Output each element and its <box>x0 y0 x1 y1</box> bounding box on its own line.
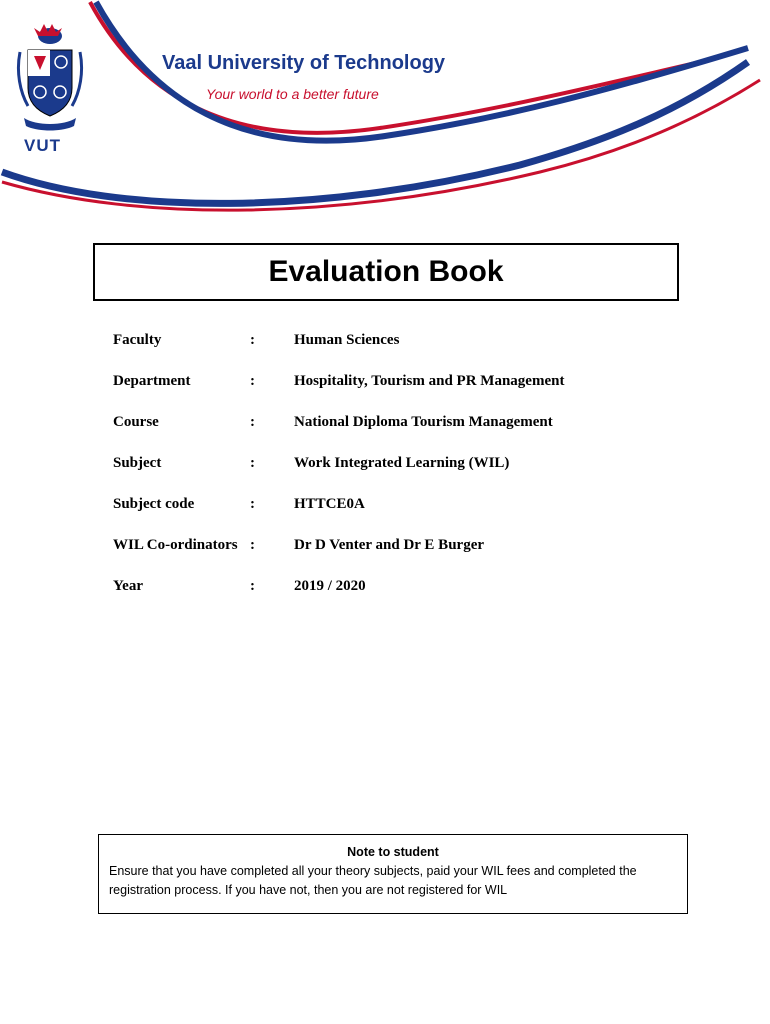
field-label: Faculty <box>113 332 162 348</box>
field-value: Dr D Venter and Dr E Burger <box>294 537 485 553</box>
field-value: HTTCE0A <box>294 496 365 512</box>
info-table <box>113 320 673 607</box>
field-label: Year <box>113 578 143 594</box>
field-separator: : <box>250 332 255 348</box>
document-title: Evaluation Book <box>268 255 504 288</box>
header-swoosh-graphic <box>0 0 770 230</box>
info-row-faculty <box>113 320 673 361</box>
university-tagline: Your world to a better future <box>206 86 379 102</box>
university-crest-icon <box>16 22 84 138</box>
field-separator: : <box>250 373 255 389</box>
field-label: WIL Co-ordinators <box>113 537 238 553</box>
info-row-year <box>113 566 673 607</box>
field-label: Department <box>113 373 191 389</box>
info-row-department <box>113 361 673 402</box>
info-row-course <box>113 402 673 443</box>
university-name: Vaal University of Technology <box>162 52 446 74</box>
note-to-student-box <box>98 834 688 914</box>
title-box <box>93 243 679 301</box>
field-value: Human Sciences <box>294 332 400 348</box>
field-value: Hospitality, Tourism and PR Management <box>294 373 565 389</box>
field-separator: : <box>250 414 255 430</box>
info-row-subject <box>113 443 673 484</box>
field-label: Course <box>113 414 159 430</box>
field-label: Subject <box>113 455 162 471</box>
note-body: Ensure that you have completed all your theory subjects, paid your WIL fees and completed the registration process. If you have not, then you are not registered for WIL <box>109 864 637 897</box>
field-value: 2019 / 2020 <box>294 578 366 594</box>
note-title: Note to student <box>347 845 439 859</box>
info-row-wil-coordinators <box>113 525 673 566</box>
info-row-subject-code <box>113 484 673 525</box>
field-separator: : <box>250 455 255 471</box>
field-value: National Diploma Tourism Management <box>294 414 553 430</box>
field-value: Work Integrated Learning (WIL) <box>294 455 510 471</box>
field-label: Subject code <box>113 496 195 512</box>
field-separator: : <box>250 496 255 512</box>
university-abbreviation: VUT <box>24 136 61 155</box>
field-separator: : <box>250 578 255 594</box>
field-separator: : <box>250 537 255 553</box>
